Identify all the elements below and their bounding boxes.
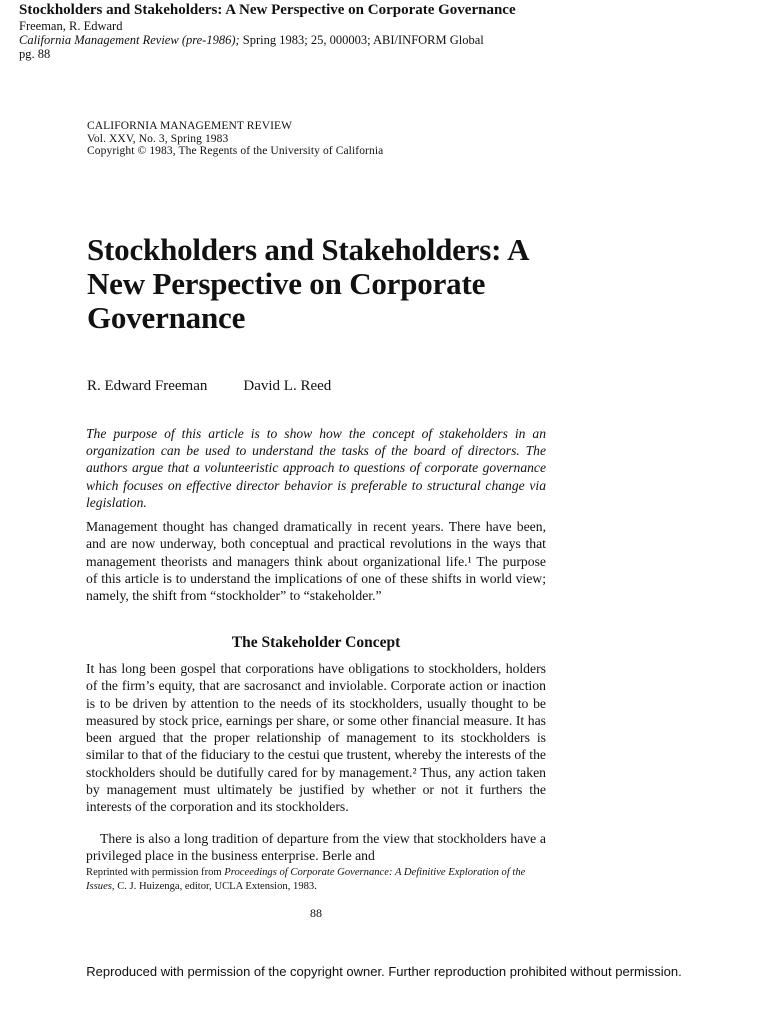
- author-name: David L. Reed: [243, 378, 332, 394]
- citation-journal: California Management Review (pre-1986);: [19, 33, 240, 47]
- page-number: 88: [310, 906, 322, 920]
- reprint-prefix: Reprinted with permission from: [86, 867, 225, 878]
- journal-name: CALIFORNIA MANAGEMENT REVIEW: [87, 120, 293, 132]
- journal-info: [87, 120, 383, 158]
- citation-source-details: Spring 1983; 25, 000003; ABI/INFORM Global: [239, 33, 484, 47]
- citation-source: [19, 33, 759, 47]
- body-paragraph: There is also a long tradition of departure from the view that stockholders have a privileged place in the business enterprise. Berle and: [86, 831, 546, 864]
- citation-header: [19, 2, 759, 61]
- body-paragraph: It has long been gospel that corporations have obligations to stockholders, holders of the firm’s equity, that are sacrosanct and inviolable. Corporate action or inaction is to be driven by attention to the needs of its stockholders, usually thought to be measured by stock price, earnings per share, or some other financial measure. It has been argued that the proper relationship of management to its stockholders is similar to that of the fiduciary to the cestui que trustent, whereby the interests of the stockholders should be dutifully cared for by management.² Thus, any action taken by management must ultimately be justified by whether or not it furthers the interests of the corporation and its stockholders.: [86, 661, 546, 815]
- section-heading: The Stakeholder Concept: [231, 634, 401, 651]
- article-authors: [87, 378, 331, 395]
- copyright-footer: Reproduced with permission of the copyright owner. Further reproduction prohibited without permission.: [86, 964, 682, 979]
- reprint-note: [86, 866, 546, 894]
- citation-title: Stockholders and Stakeholders: A New Perspective on Corporate Governance: [19, 2, 516, 18]
- body-paragraph: Management thought has changed dramatically in recent years. There have been, and are now underway, both conceptual and practical revolutions in the ways that management theorists and managers think about organizational life.¹ The purpose of this article is to understand the implications of one of these shifts in world view; namely, the shift from “stockholder” to “stakeholder.”: [86, 519, 546, 604]
- journal-volume: Vol. XXV, No. 3, Spring 1983: [87, 132, 229, 145]
- author-name: R. Edward Freeman: [87, 378, 208, 394]
- reprint-book-title: Proceedings of Corporate Governance: A Definitive Exploration of the Issues,: [86, 867, 526, 892]
- journal-copyright: Copyright © 1983, The Regents of the University of California: [87, 145, 384, 157]
- citation-author: Freeman, R. Edward: [19, 19, 123, 33]
- citation-page: pg. 88: [19, 47, 51, 61]
- article-title: Stockholders and Stakeholders: A New Perspective on Corporate Governance: [87, 232, 528, 335]
- reprint-suffix: C. J. Huizenga, editor, UCLA Extension, 1983.: [114, 881, 317, 892]
- article-abstract: The purpose of this article is to show how the concept of stakeholders in an organization can be used to understand the tasks of the board of directors. The authors argue that a volunteeristic approach to questions of corporate governance which focuses on effective director behavior is preferable to structural change via legislation.: [86, 426, 546, 510]
